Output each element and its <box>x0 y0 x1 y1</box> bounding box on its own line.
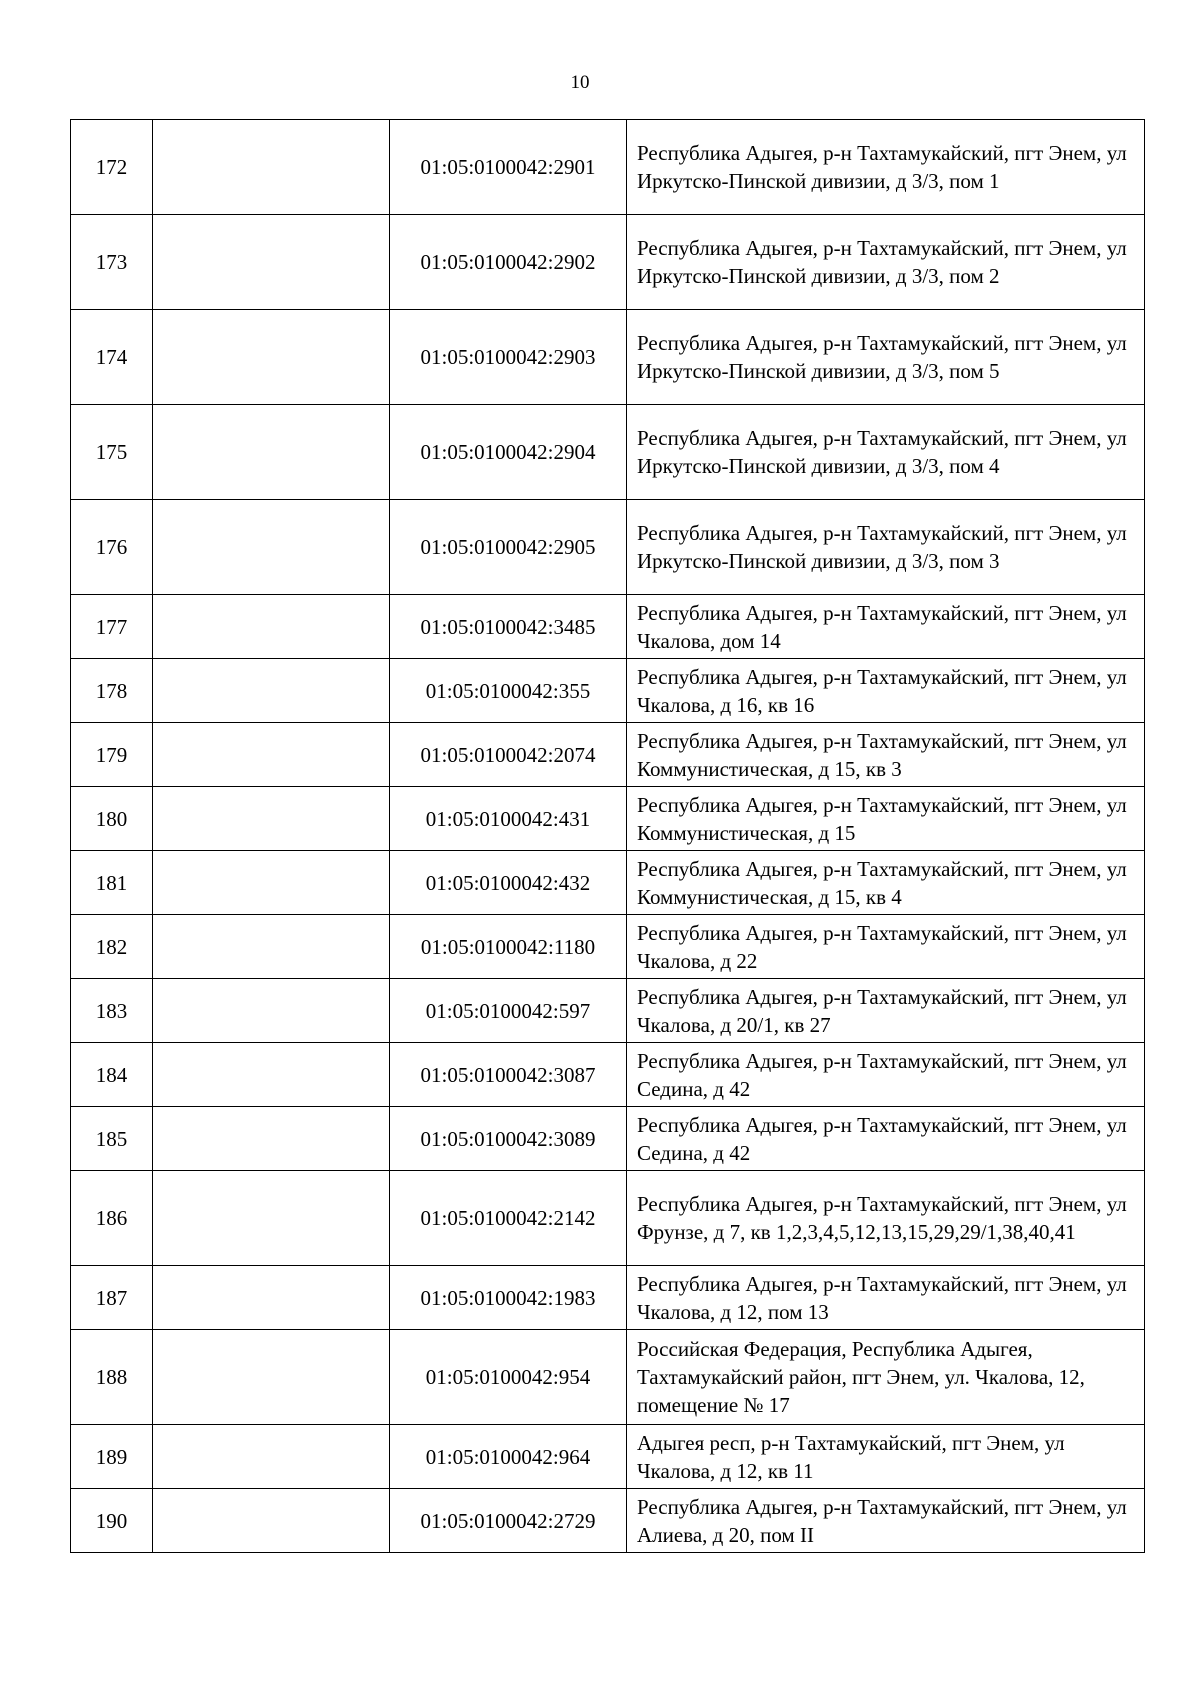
cadastral-number: 01:05:0100042:2904 <box>390 405 627 500</box>
empty-cell <box>153 1043 390 1107</box>
row-number: 182 <box>71 915 153 979</box>
row-number: 176 <box>71 500 153 595</box>
table-row <box>71 1266 1145 1330</box>
address: Республика Адыгея, р-н Тахтамукайский, пгт Энем, ул Чкалова, д 20/1, кв 27 <box>627 979 1145 1043</box>
cadastral-number: 01:05:0100042:964 <box>390 1425 627 1489</box>
table-row <box>71 915 1145 979</box>
cadastral-number: 01:05:0100042:2729 <box>390 1489 627 1553</box>
address: Республика Адыгея, р-н Тахтамукайский, пгт Энем, ул Коммунистическая, д 15, кв 3 <box>627 723 1145 787</box>
row-number: 187 <box>71 1266 153 1330</box>
cadastral-number: 01:05:0100042:597 <box>390 979 627 1043</box>
empty-cell <box>153 120 390 215</box>
table-row <box>71 979 1145 1043</box>
row-number: 175 <box>71 405 153 500</box>
empty-cell <box>153 1425 390 1489</box>
empty-cell <box>153 310 390 405</box>
address: Республика Адыгея, р-н Тахтамукайский, пгт Энем, ул Фрунзе, д 7, кв 1,2,3,4,5,12,13,15,29,29/1,38,40,41 <box>627 1171 1145 1266</box>
table-row <box>71 405 1145 500</box>
address: Республика Адыгея, р-н Тахтамукайский, пгт Энем, ул Коммунистическая, д 15, кв 4 <box>627 851 1145 915</box>
table-row <box>71 1330 1145 1425</box>
row-number: 181 <box>71 851 153 915</box>
table-row <box>71 787 1145 851</box>
empty-cell <box>153 659 390 723</box>
address: Республика Адыгея, р-н Тахтамукайский, пгт Энем, ул Иркутско-Пинской дивизии, д 3/3, пом 4 <box>627 405 1145 500</box>
page-number: 10 <box>570 72 590 93</box>
row-number: 178 <box>71 659 153 723</box>
empty-cell <box>153 915 390 979</box>
row-number: 184 <box>71 1043 153 1107</box>
cadastral-number: 01:05:0100042:2905 <box>390 500 627 595</box>
cadastral-number: 01:05:0100042:3485 <box>390 595 627 659</box>
row-number: 173 <box>71 215 153 310</box>
row-number: 190 <box>71 1489 153 1553</box>
row-number: 186 <box>71 1171 153 1266</box>
address: Российская Федерация, Республика Адыгея, Тахтамукайский район, пгт Энем, ул. Чкалова, 12, помещение № 17 <box>627 1330 1145 1425</box>
cadastral-number: 01:05:0100042:355 <box>390 659 627 723</box>
cadastral-number: 01:05:0100042:2074 <box>390 723 627 787</box>
row-number: 185 <box>71 1107 153 1171</box>
table-row <box>71 723 1145 787</box>
address: Республика Адыгея, р-н Тахтамукайский, пгт Энем, ул Коммунистическая, д 15 <box>627 787 1145 851</box>
cadastral-number: 01:05:0100042:2903 <box>390 310 627 405</box>
empty-cell <box>153 787 390 851</box>
cadastral-number: 01:05:0100042:2142 <box>390 1171 627 1266</box>
row-number: 177 <box>71 595 153 659</box>
empty-cell <box>153 1330 390 1425</box>
table-row <box>71 659 1145 723</box>
empty-cell <box>153 979 390 1043</box>
address: Республика Адыгея, р-н Тахтамукайский, пгт Энем, ул Чкалова, дом 14 <box>627 595 1145 659</box>
table-row <box>71 500 1145 595</box>
cadastral-number: 01:05:0100042:432 <box>390 851 627 915</box>
table-row <box>71 595 1145 659</box>
empty-cell <box>153 1107 390 1171</box>
table-row <box>71 120 1145 215</box>
cadastral-number: 01:05:0100042:954 <box>390 1330 627 1425</box>
row-number: 183 <box>71 979 153 1043</box>
empty-cell <box>153 1489 390 1553</box>
address: Республика Адыгея, р-н Тахтамукайский, пгт Энем, ул Иркутско-Пинской дивизии, д 3/3, пом 1 <box>627 120 1145 215</box>
address: Адыгея респ, р-н Тахтамукайский, пгт Энем, ул Чкалова, д 12, кв 11 <box>627 1425 1145 1489</box>
empty-cell <box>153 851 390 915</box>
empty-cell <box>153 500 390 595</box>
table-row <box>71 851 1145 915</box>
address: Республика Адыгея, р-н Тахтамукайский, пгт Энем, ул Чкалова, д 22 <box>627 915 1145 979</box>
table-body <box>71 120 1145 1553</box>
row-number: 174 <box>71 310 153 405</box>
empty-cell <box>153 723 390 787</box>
cadastral-number: 01:05:0100042:2901 <box>390 120 627 215</box>
empty-cell <box>153 215 390 310</box>
cadastral-number: 01:05:0100042:431 <box>390 787 627 851</box>
table-row <box>71 1107 1145 1171</box>
empty-cell <box>153 405 390 500</box>
row-number: 179 <box>71 723 153 787</box>
address: Республика Адыгея, р-н Тахтамукайский, пгт Энем, ул Седина, д 42 <box>627 1043 1145 1107</box>
row-number: 188 <box>71 1330 153 1425</box>
empty-cell <box>153 1266 390 1330</box>
cadastral-number: 01:05:0100042:3087 <box>390 1043 627 1107</box>
cadastral-number: 01:05:0100042:1983 <box>390 1266 627 1330</box>
table-row <box>71 1171 1145 1266</box>
table-row <box>71 215 1145 310</box>
address: Республика Адыгея, р-н Тахтамукайский, пгт Энем, ул Иркутско-Пинской дивизии, д 3/3, пом 3 <box>627 500 1145 595</box>
empty-cell <box>153 595 390 659</box>
row-number: 189 <box>71 1425 153 1489</box>
cadastral-number: 01:05:0100042:2902 <box>390 215 627 310</box>
address: Республика Адыгея, р-н Тахтамукайский, пгт Энем, ул Иркутско-Пинской дивизии, д 3/3, пом 5 <box>627 310 1145 405</box>
table-row <box>71 1043 1145 1107</box>
address: Республика Адыгея, р-н Тахтамукайский, пгт Энем, ул Алиева, д 20, пом II <box>627 1489 1145 1553</box>
address: Республика Адыгея, р-н Тахтамукайский, пгт Энем, ул Седина, д 42 <box>627 1107 1145 1171</box>
row-number: 180 <box>71 787 153 851</box>
table-row <box>71 310 1145 405</box>
address: Республика Адыгея, р-н Тахтамукайский, пгт Энем, ул Чкалова, д 12, пом 13 <box>627 1266 1145 1330</box>
cadastral-number: 01:05:0100042:3089 <box>390 1107 627 1171</box>
row-number: 172 <box>71 120 153 215</box>
empty-cell <box>153 1171 390 1266</box>
table-row <box>71 1425 1145 1489</box>
property-registry-table <box>70 119 1145 1553</box>
address: Республика Адыгея, р-н Тахтамукайский, пгт Энем, ул Чкалова, д 16, кв 16 <box>627 659 1145 723</box>
table-row <box>71 1489 1145 1553</box>
address: Республика Адыгея, р-н Тахтамукайский, пгт Энем, ул Иркутско-Пинской дивизии, д 3/3, пом 2 <box>627 215 1145 310</box>
cadastral-number: 01:05:0100042:1180 <box>390 915 627 979</box>
